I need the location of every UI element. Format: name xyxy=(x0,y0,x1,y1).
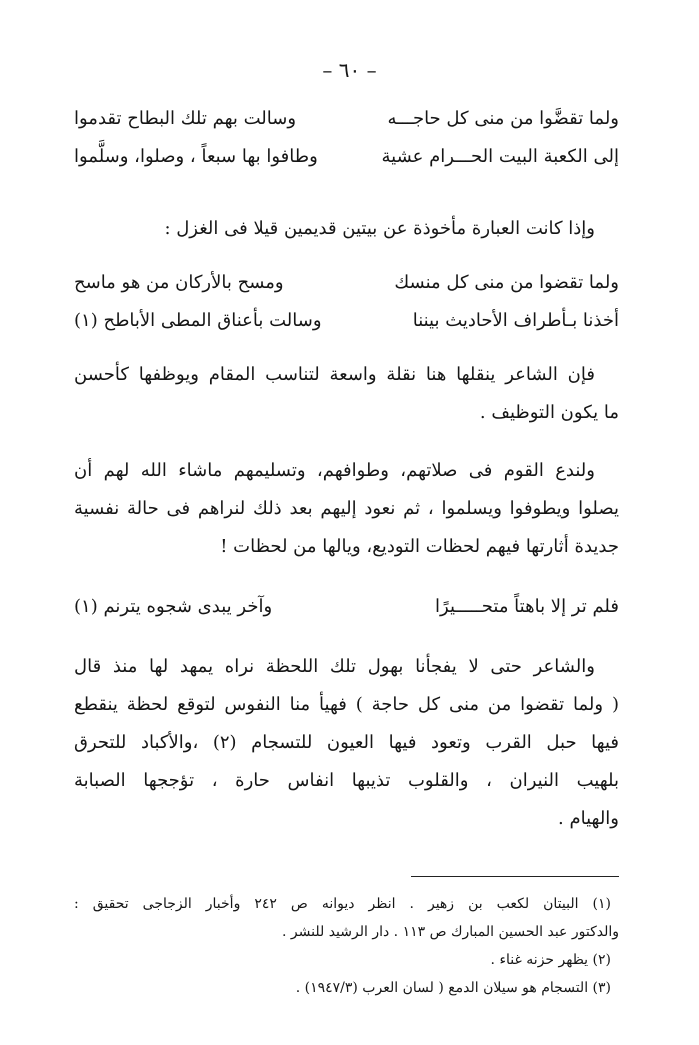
footnote-line: (٢) يظهر حزنه غناء . xyxy=(490,952,611,968)
verse-hemistich-first: ولما تقضوا من منى كل منسك xyxy=(394,272,619,293)
text-line: يصلوا ويطوفوا ويسلموا ، ثم نعود إليهم بعد ذلك لنراهم فى حالة نفسية xyxy=(74,498,619,519)
paragraph-1 xyxy=(74,210,619,248)
footnote-line: (٣) التسجام هو سيلان الدمع ( لسان العرب (١٩٤٧/٣) . xyxy=(295,980,611,996)
verse-hemistich-second: وسالت بأعناق المطى الأباطح (١) xyxy=(74,310,322,331)
text-line: وإذا كانت العبارة مأخوذة عن بيتين قديمين قيلا فى الغزل : xyxy=(164,218,595,239)
text-line: فإن الشاعر ينقلها هنا نقلة واسعة لتناسب المقام ويوظفها كأحسن xyxy=(74,364,595,385)
paragraph-2 xyxy=(74,356,619,432)
verse-hemistich-second: وآخر يبدى شجوه يترنم (١) xyxy=(74,596,273,617)
text-line: فيها حبل القرب وتعود فيها العيون للتسجام (٢) ،والأكباد للتحرق xyxy=(74,732,619,753)
verse-hemistich-first: فلم تر إلا باهتاً متحـــــيرًا xyxy=(435,596,619,617)
verse-row xyxy=(74,264,619,302)
text-line: ولندع القوم فى صلاتهم، وطوافهم، وتسليمهم ماشاء الله لهم أن xyxy=(74,460,595,481)
verse-row xyxy=(74,100,619,138)
text-line: والشاعر حتى لا يفجأنا بهول تلك اللحظة نراه يمهد لها منذ قال xyxy=(74,656,595,677)
text-line: ( ولما تقضوا من منى كل حاجة ) فهيأ منا النفوس لتوقع لحظة ينقطع xyxy=(74,694,619,715)
verse-row xyxy=(74,302,619,340)
verse-hemistich-second: ومسح بالأركان من هو ماسح xyxy=(74,272,284,293)
verse-block-2 xyxy=(74,264,619,340)
verse-block-3 xyxy=(74,588,619,626)
text-line: والهيام . xyxy=(558,808,619,829)
paragraph-4 xyxy=(74,648,619,838)
verse-row xyxy=(74,588,619,626)
verse-block-1 xyxy=(74,100,619,176)
text-line: ما يكون التوظيف . xyxy=(479,402,619,423)
verse-hemistich-second: وسالت بهم تلك البطاح تقدموا xyxy=(74,108,297,129)
verse-hemistich-second: وطافوا بها سبعاً ، وصلوا، وسلَّموا xyxy=(74,146,318,167)
paragraph-3 xyxy=(74,452,619,566)
verse-row xyxy=(74,138,619,176)
verse-hemistich-first: أخذنا بـأطراف الأحاديث بيننا xyxy=(412,310,619,331)
footnote-line: (١) البيتان لكعب بن زهير . انظر ديوانه ص ٢٤٢ وأخبار الزجاجى تحقيق : xyxy=(74,896,611,912)
text-line: جديدة أثارتها فيهم لحظات التوديع، ويالها من لحظات ! xyxy=(220,536,619,557)
page-number: – ٦٠ – xyxy=(322,58,377,82)
footnote-line: والدكتور عبد الحسين المبارك ص ١١٣ . دار الرشيد للنشر . xyxy=(282,924,619,940)
footnote-divider xyxy=(411,876,619,877)
footnotes xyxy=(74,890,619,1002)
verse-hemistich-first: إلى الكعبة البيت الحـــرام عشية xyxy=(381,146,619,167)
text-line: بلهيب النيران ، والقلوب تذيبها انفاس حارة ، تؤججها الصبابة xyxy=(74,770,619,791)
verse-hemistich-first: ولما تقضَّوا من منى كل حاجـــه xyxy=(387,108,619,129)
